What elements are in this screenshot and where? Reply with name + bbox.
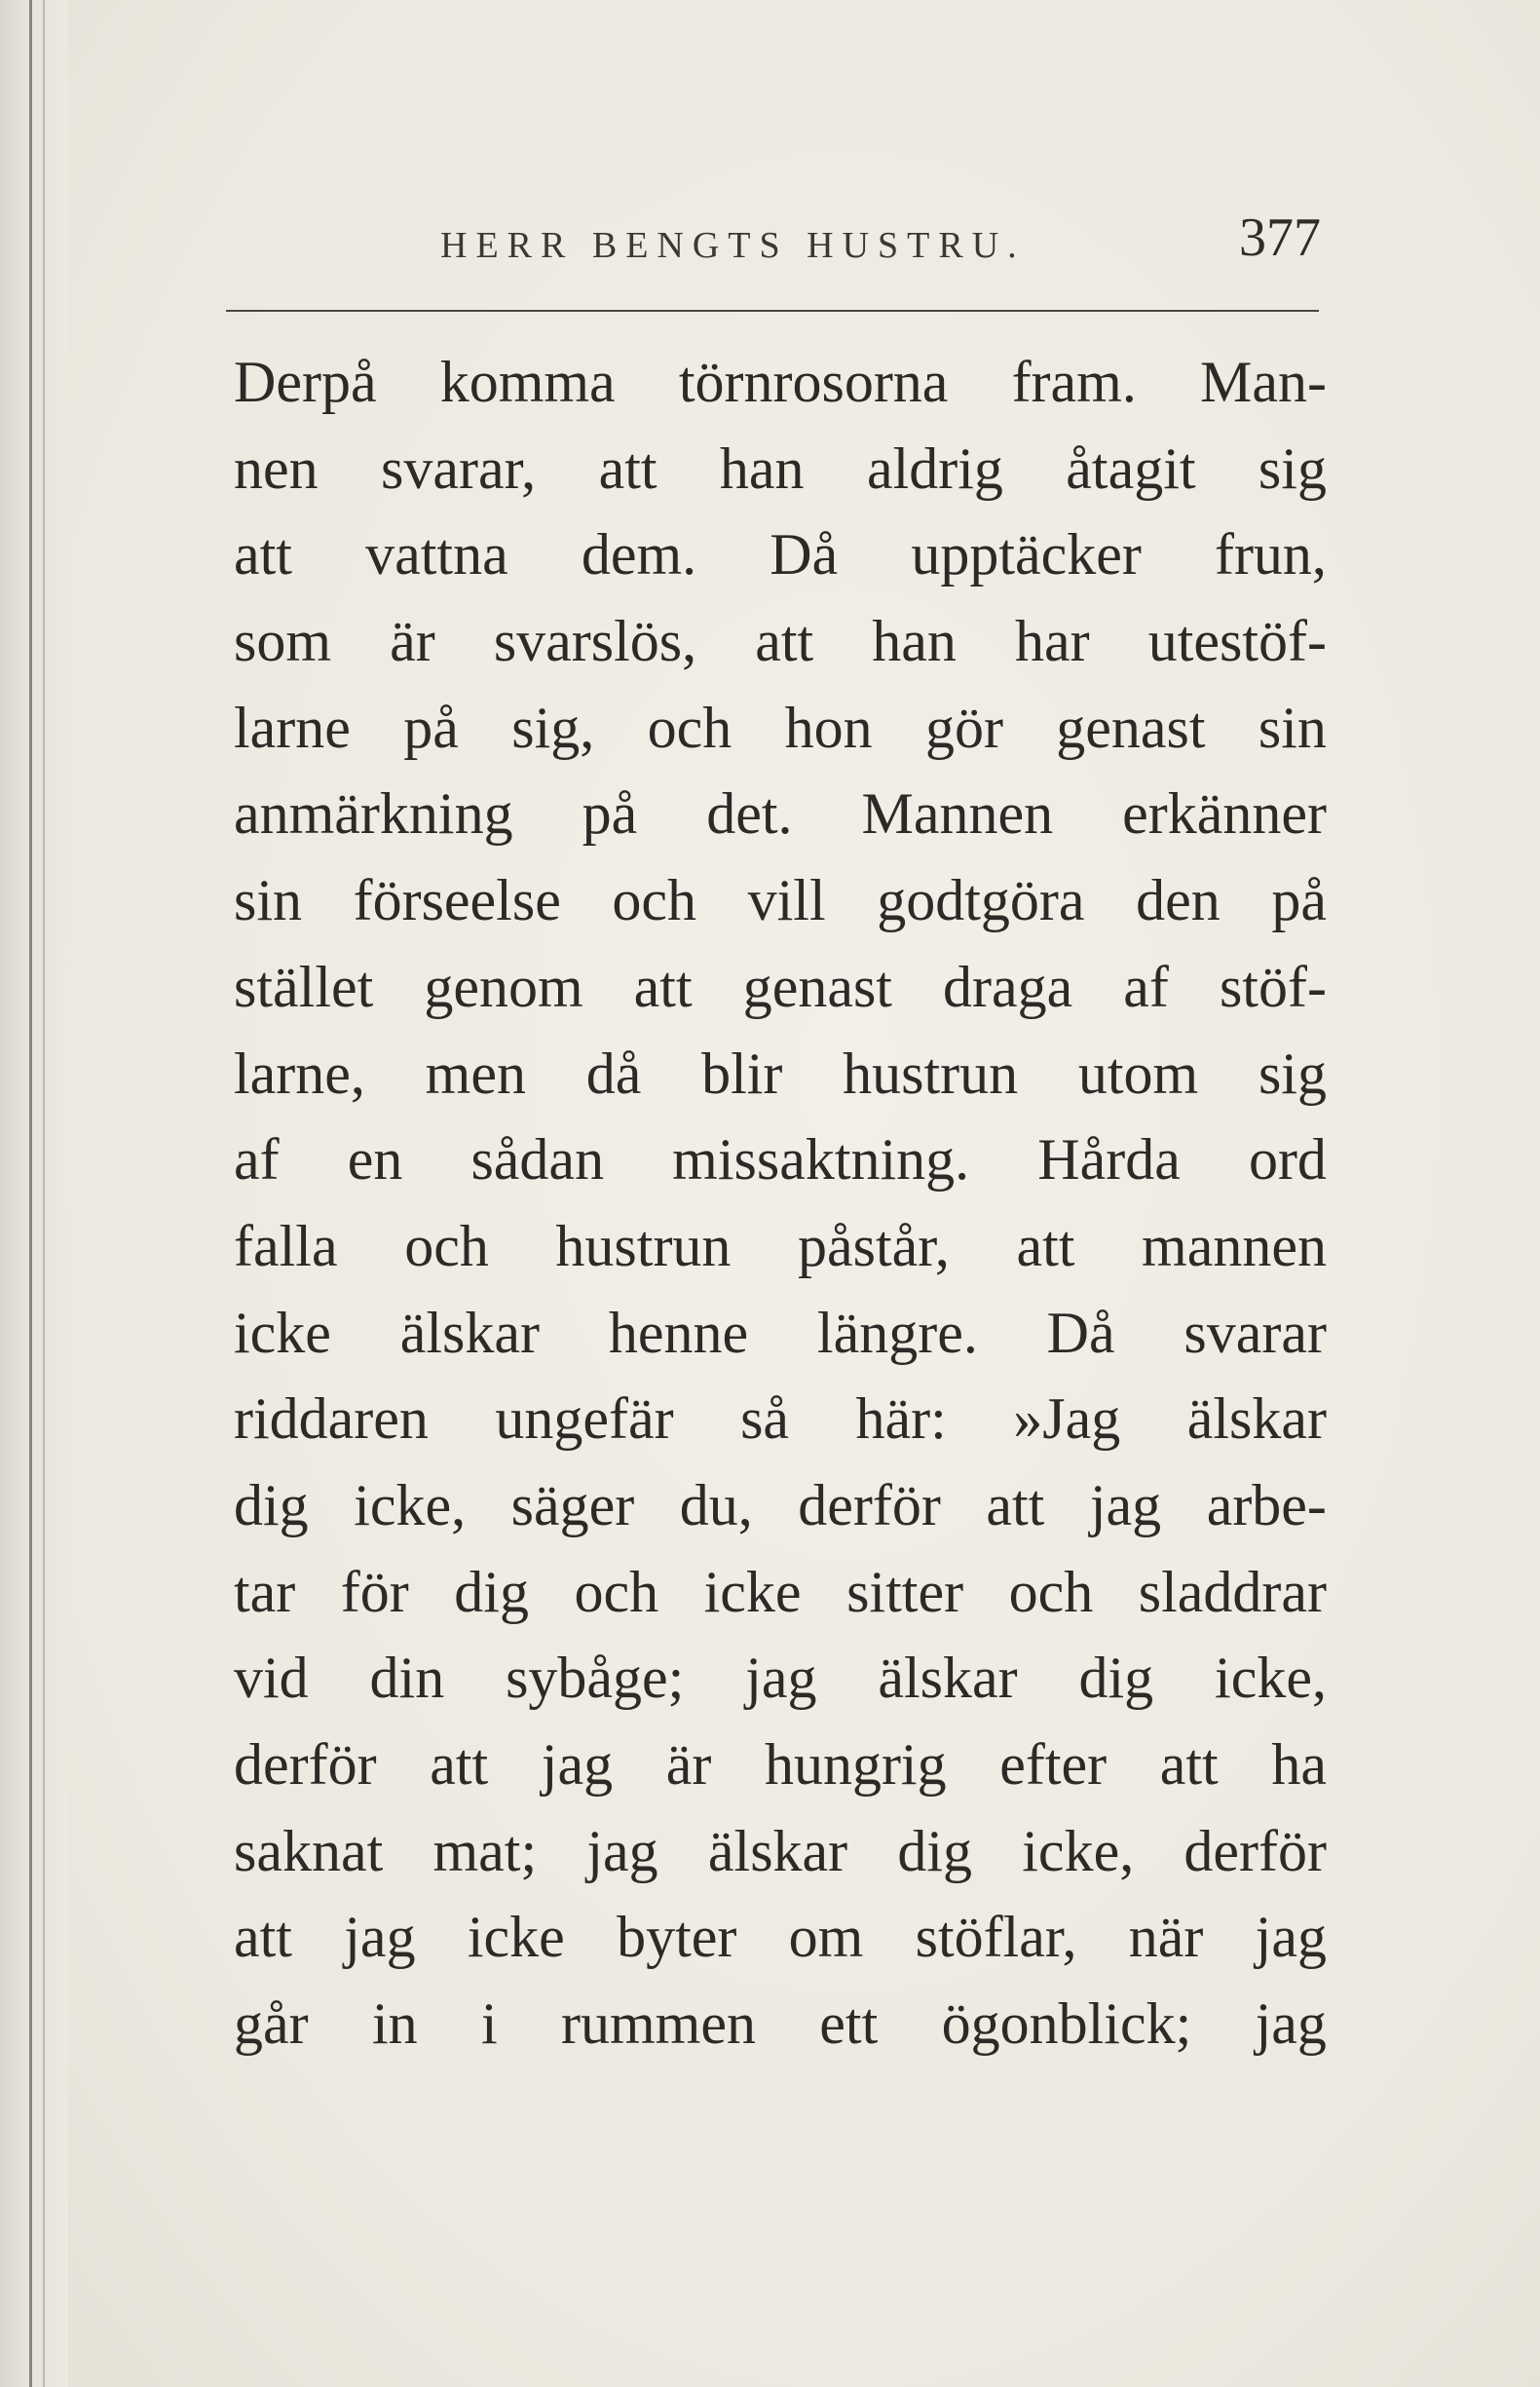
text-line: tar för dig och icke sitter och sladdrar (234, 1559, 1327, 1624)
running-title: HERR BENGTS HUSTRU. (440, 225, 1026, 266)
page-gutter (0, 0, 68, 2387)
text-line: att jag icke byter om stöflar, när jag (234, 1905, 1327, 1970)
text-line: stället genom att genast draga af stöf- (234, 954, 1327, 1019)
text-line: af en sådan missaktning. Hårda ord (234, 1127, 1327, 1193)
text-line: går in i rummen ett ögonblick; jag (234, 1991, 1327, 2057)
text-line: att vattna dem. Då upptäcker frun, (234, 522, 1327, 587)
gutter-edge-line (29, 0, 32, 2387)
body-text (234, 339, 1327, 2067)
text-line: falla och hustrun påstår, att mannen (234, 1213, 1327, 1278)
text-line: sin förseelse och vill godtgöra den på (234, 868, 1327, 933)
page-header (234, 195, 1327, 283)
text-line: saknat mat; jag älskar dig icke, derför (234, 1818, 1327, 1883)
text-line: icke älskar henne längre. Då svarar (234, 1300, 1327, 1365)
gutter-edge-line-inner (43, 0, 45, 2387)
text-line: larne, men då blir hustrun utom sig (234, 1041, 1327, 1106)
text-line: larne på sig, och hon gör genast sin (234, 695, 1327, 760)
text-line: derför att jag är hungrig efter att ha (234, 1732, 1327, 1797)
text-line: som är svarslös, att han har utestöf- (234, 609, 1327, 674)
text-line: vid din sybåge; jag älskar dig icke, (234, 1646, 1327, 1711)
text-line: anmärkning på det. Mannen erkänner (234, 781, 1327, 847)
text-line: Derpå komma törnrosorna fram. Man- (234, 350, 1327, 414)
text-line: dig icke, säger du, derför att jag arbe- (234, 1472, 1327, 1537)
text-line: nen svarar, att han aldrig åtagit sig (234, 436, 1327, 501)
text-line: riddaren ungefär så här: »Jag älskar (234, 1386, 1327, 1452)
header-rule (226, 310, 1319, 312)
page-number: 377 (1239, 208, 1321, 268)
